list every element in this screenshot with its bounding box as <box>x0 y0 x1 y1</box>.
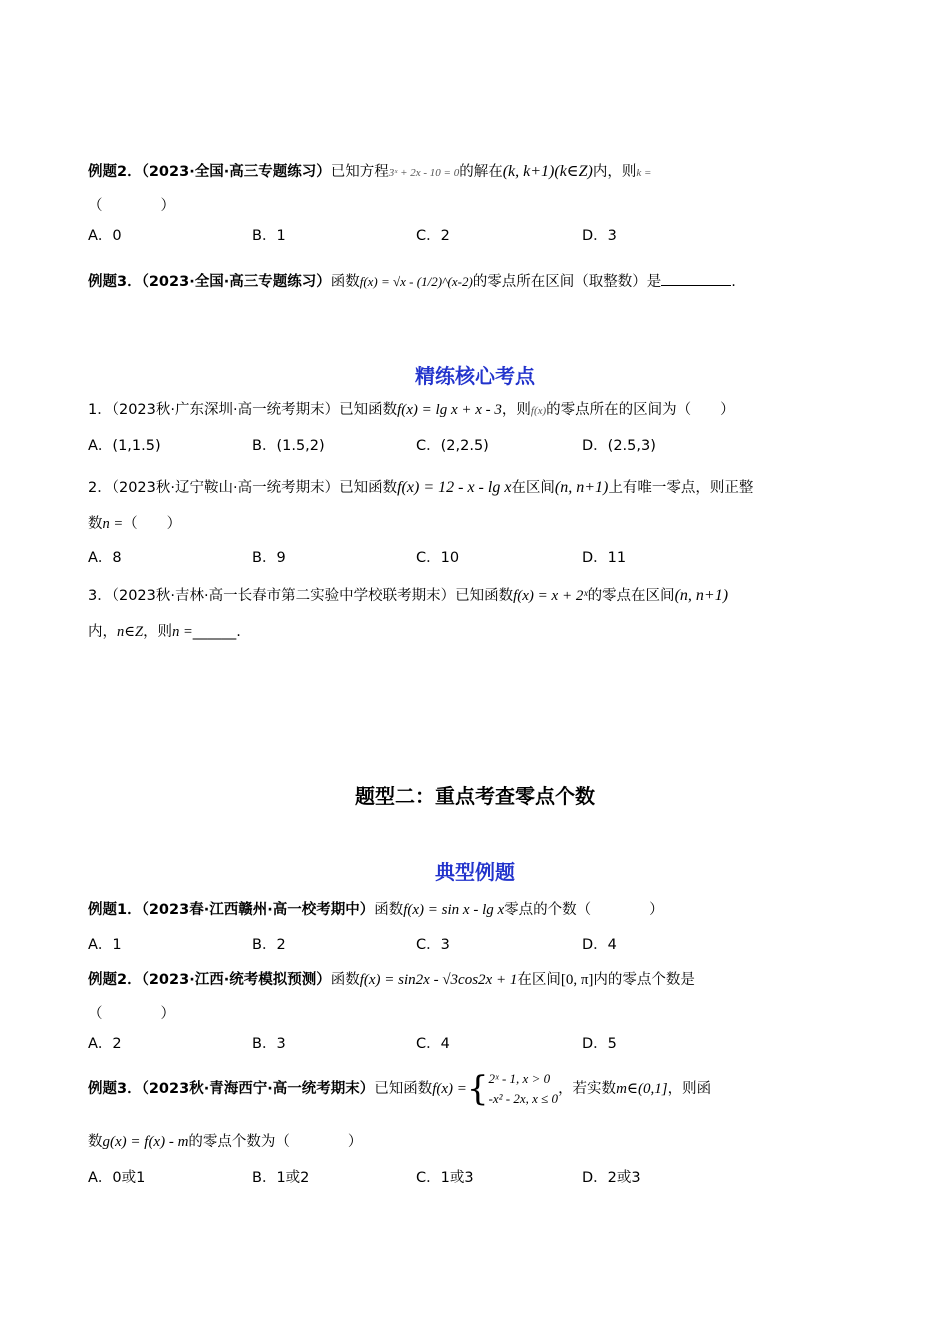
paren: （ ） <box>123 516 182 532</box>
option-d[interactable]: D．5 <box>582 1036 617 1052</box>
option-d[interactable]: D．11 <box>582 550 627 566</box>
text: 在区间 <box>511 480 555 496</box>
text: 内的零点个数是 <box>593 972 695 988</box>
type2-example-1 <box>88 900 664 920</box>
example-2 <box>88 162 651 183</box>
paren: （ ） <box>88 1006 175 1022</box>
option-b[interactable]: B．1或2 <box>252 1170 310 1186</box>
option-c[interactable]: C．2 <box>416 228 450 244</box>
example-label: 例题2． <box>88 164 142 180</box>
option-a[interactable]: A．(1,1.5) <box>88 438 161 454</box>
text: 已知函数 <box>339 402 398 418</box>
text: 的零点所在区间（取整数）是 <box>472 274 662 290</box>
text: 零点的个数（ ） <box>504 902 664 918</box>
condition: m∈(0,1] <box>616 1081 668 1097</box>
option-d[interactable]: D．(2.5,3) <box>582 438 656 454</box>
option-d[interactable]: D．4 <box>582 937 617 953</box>
interval: (n, n+1) <box>674 587 729 604</box>
option-c[interactable]: C．10 <box>416 550 460 566</box>
text: 数 <box>88 516 103 532</box>
type2-example-3-cont <box>88 1132 362 1152</box>
option-b[interactable]: B．2 <box>252 937 286 953</box>
source: （2023·全国·高三专题练习） <box>141 164 331 180</box>
condition: n∈Z <box>117 624 144 640</box>
function: f(x) = <box>432 1081 467 1097</box>
option-b[interactable]: B．9 <box>252 550 286 566</box>
text: 内，则 <box>592 164 637 180</box>
question-number: 2． <box>88 480 112 496</box>
text: ，若实数 <box>558 1081 617 1097</box>
option-c[interactable]: C．(2,2.5) <box>416 438 489 454</box>
section-heading: 精练核心考点 <box>415 364 535 388</box>
text: ，则 <box>501 402 531 418</box>
text: 已知方程 <box>330 164 389 180</box>
source: （2023·江西·统考模拟预测） <box>141 972 331 988</box>
example-3 <box>88 272 736 292</box>
option-a[interactable]: A．0或1 <box>88 1170 146 1186</box>
paren: （ ） <box>88 198 175 214</box>
option-d[interactable]: D．3 <box>582 228 617 244</box>
option-b[interactable]: B．1 <box>252 228 286 244</box>
example-label: 例题3． <box>88 274 142 290</box>
text: 函数 <box>330 972 360 988</box>
option-b[interactable]: B．3 <box>252 1036 286 1052</box>
function: f(x) = sin2x - √3cos2x + 1 <box>359 972 518 988</box>
function: f(x) = sin x - lg x <box>403 902 505 918</box>
piecewise-cases <box>489 1069 559 1109</box>
example-label: 例题2． <box>88 972 142 988</box>
type2-example-3 <box>88 1066 711 1112</box>
source: （2023秋·青海西宁·高一统考期末） <box>141 1081 375 1097</box>
text: 的零点所在的区间为（ ） <box>546 402 735 418</box>
text: 的零点个数为（ ） <box>188 1134 363 1150</box>
question-2-cont <box>88 514 181 534</box>
case-2: -x² - 2x, x ≤ 0 <box>488 1091 559 1106</box>
source: （2023秋·吉林·高一长春市第二实验中学校联考期末） <box>111 588 456 604</box>
function: f(x) = √x - (1/2)^(x-2) <box>359 274 473 289</box>
function: g(x) = f(x) - m <box>102 1134 189 1150</box>
text: 上有唯一零点，则正整 <box>608 480 754 496</box>
type2-example-2 <box>88 970 695 990</box>
option-a[interactable]: A．0 <box>88 228 122 244</box>
variable: n = <box>172 624 193 640</box>
text: 函数 <box>374 902 404 918</box>
option-a[interactable]: A．8 <box>88 550 122 566</box>
text: ，则 <box>143 624 173 640</box>
source: （2023秋·辽宁鞍山·高一统考期末） <box>111 480 340 496</box>
function: f(x) = x + 2ˣ <box>513 588 588 604</box>
text: 的解在 <box>459 164 503 180</box>
function-ref: f(x) <box>530 405 547 417</box>
question-2 <box>88 478 753 498</box>
option-b[interactable]: B．(1.5,2) <box>252 438 325 454</box>
example-label: 例题1． <box>88 902 142 918</box>
answer-paren <box>88 196 175 216</box>
period: . <box>236 624 241 640</box>
variable: k = <box>636 167 652 179</box>
interval: (k, k+1)(k∈Z) <box>502 163 593 180</box>
option-c[interactable]: C．4 <box>416 1036 450 1052</box>
type-heading: 题型二：重点考查零点个数 <box>355 784 595 808</box>
question-3-cont <box>88 622 241 642</box>
text: 已知函数 <box>455 588 514 604</box>
answer-blank[interactable] <box>661 285 731 286</box>
text: 内， <box>88 624 117 640</box>
question-number: 1． <box>88 402 112 418</box>
text: 已知函数 <box>374 1081 433 1097</box>
source: （2023春·江西赣州·高一校考期中） <box>141 902 375 918</box>
case-1: 2ˣ - 1, x > 0 <box>488 1071 551 1086</box>
answer-blank[interactable]: ______ <box>192 624 237 640</box>
question-1 <box>88 400 735 421</box>
interval: [0, π] <box>560 972 594 988</box>
text: 在区间 <box>517 972 561 988</box>
option-c[interactable]: C．1或3 <box>416 1170 474 1186</box>
text: 数 <box>88 1134 103 1150</box>
option-c[interactable]: C．3 <box>416 937 450 953</box>
text: 的零点在区间 <box>587 588 675 604</box>
period: . <box>731 274 736 290</box>
function: f(x) = lg x + x - 3 <box>397 402 502 418</box>
function: f(x) = 12 - x - lg x <box>397 479 512 496</box>
text: ，则函 <box>667 1081 712 1097</box>
question-3 <box>88 586 728 606</box>
text: 函数 <box>330 274 360 290</box>
answer-paren <box>88 1004 175 1024</box>
option-a[interactable]: A．2 <box>88 1036 122 1052</box>
text: 已知函数 <box>339 480 398 496</box>
interval: (n, n+1) <box>554 479 609 496</box>
option-d[interactable]: D．2或3 <box>582 1170 641 1186</box>
source: （2023秋·广东深圳·高一统考期末） <box>111 402 340 418</box>
example-label: 例题3． <box>88 1081 142 1097</box>
option-a[interactable]: A．1 <box>88 937 122 953</box>
source: （2023·全国·高三专题练习） <box>141 274 331 290</box>
equation: 3ˣ + 2x - 10 = 0 <box>388 167 460 179</box>
section-heading: 典型例题 <box>435 860 515 884</box>
variable: n = <box>102 516 124 532</box>
question-number: 3． <box>88 588 112 604</box>
left-brace: { <box>466 1069 489 1109</box>
